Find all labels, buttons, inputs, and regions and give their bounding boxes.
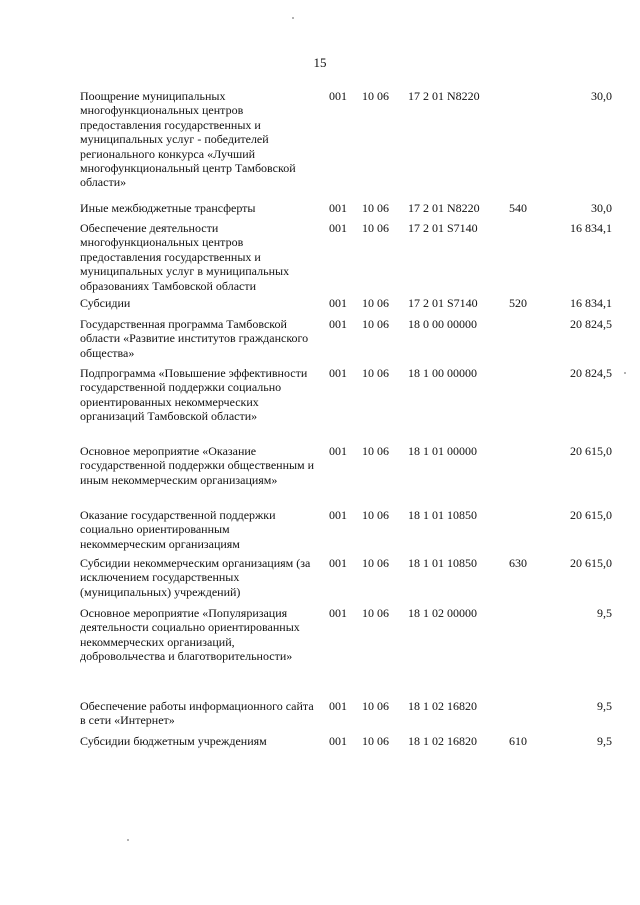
scan-speck xyxy=(624,372,626,374)
row-expense-type: 520 xyxy=(509,296,527,310)
row-ved-code: 001 xyxy=(329,89,347,103)
row-section-code: 10 06 xyxy=(362,556,389,570)
scan-speck xyxy=(127,839,129,841)
row-section-code: 10 06 xyxy=(362,606,389,620)
row-name: Основное мероприятие «Популяризация деятельности социально ориентированных некоммерческих организаций, добровольчества и благотворительности» xyxy=(80,606,300,664)
row-amount: 30,0 xyxy=(591,89,612,103)
row-section-code: 10 06 xyxy=(362,201,389,215)
row-section-code: 10 06 xyxy=(362,699,389,713)
row-section-code: 10 06 xyxy=(362,221,389,235)
row-ved-code: 001 xyxy=(329,606,347,620)
row-ved-code: 001 xyxy=(329,221,347,235)
row-target-article: 17 2 01 S7140 xyxy=(408,296,478,310)
row-name: Поощрение муниципальных многофункциональных центров предоставления государственных и муниципальных услуг - победителей регионального конкурса «Лучший многофункциональный центр Тамбовской области» xyxy=(80,89,296,190)
row-amount: 9,5 xyxy=(597,606,612,620)
row-section-code: 10 06 xyxy=(362,508,389,522)
row-ved-code: 001 xyxy=(329,366,347,380)
row-target-article: 18 1 02 16820 xyxy=(408,699,477,713)
row-target-article: 18 0 00 00000 xyxy=(408,317,477,331)
row-expense-type: 610 xyxy=(509,734,527,748)
row-ved-code: 001 xyxy=(329,317,347,331)
row-amount: 20 615,0 xyxy=(570,508,612,522)
row-target-article: 17 2 01 N8220 xyxy=(408,89,480,103)
row-name: Обеспечение работы информационного сайта в сети «Интернет» xyxy=(80,699,314,728)
row-name: Оказание государственной поддержки социально ориентированным некоммерческим организациям xyxy=(80,508,276,551)
row-name: Обеспечение деятельности многофункциональных центров предоставления государственных и муниципальных услуг в муниципальных образованиях Тамбовской области xyxy=(80,221,290,293)
row-amount: 16 834,1 xyxy=(570,221,612,235)
row-target-article: 17 2 01 N8220 xyxy=(408,201,480,215)
row-ved-code: 001 xyxy=(329,444,347,458)
row-target-article: 18 1 02 16820 xyxy=(408,734,477,748)
row-amount: 9,5 xyxy=(597,699,612,713)
row-section-code: 10 06 xyxy=(362,734,389,748)
row-name: Подпрограмма «Повышение эффективности государственной поддержки социально ориентированных некоммерческих организаций Тамбовской области» xyxy=(80,366,308,424)
page-number: 15 xyxy=(313,55,327,70)
row-target-article: 18 1 01 10850 xyxy=(408,556,477,570)
row-section-code: 10 06 xyxy=(362,296,389,310)
row-target-article: 18 1 02 00000 xyxy=(408,606,477,620)
row-amount: 20 615,0 xyxy=(570,444,612,458)
row-amount: 9,5 xyxy=(597,734,612,748)
row-ved-code: 001 xyxy=(329,508,347,522)
row-section-code: 10 06 xyxy=(362,444,389,458)
row-amount: 20 824,5 xyxy=(570,317,612,331)
row-name: Субсидии некоммерческим организациям (за исключением государственных (муниципальных) учреждений) xyxy=(80,556,311,599)
row-section-code: 10 06 xyxy=(362,317,389,331)
row-section-code: 10 06 xyxy=(362,366,389,380)
row-target-article: 18 1 00 00000 xyxy=(408,366,477,380)
row-section-code: 10 06 xyxy=(362,89,389,103)
row-target-article: 18 1 01 00000 xyxy=(408,444,477,458)
row-target-article: 18 1 01 10850 xyxy=(408,508,477,522)
row-name: Государственная программа Тамбовской области «Развитие институтов гражданского общества» xyxy=(80,317,309,360)
row-target-article: 17 2 01 S7140 xyxy=(408,221,478,235)
row-name: Иные межбюджетные трансферты xyxy=(80,201,256,215)
row-ved-code: 001 xyxy=(329,734,347,748)
row-name: Основное мероприятие «Оказание государственной поддержки общественным и иным некоммерческим организациям» xyxy=(80,444,315,487)
row-amount: 20 824,5 xyxy=(570,366,612,380)
row-ved-code: 001 xyxy=(329,296,347,310)
row-expense-type: 540 xyxy=(509,201,527,215)
row-amount: 20 615,0 xyxy=(570,556,612,570)
row-ved-code: 001 xyxy=(329,699,347,713)
row-ved-code: 001 xyxy=(329,556,347,570)
row-name: Субсидии бюджетным учреждениям xyxy=(80,734,267,748)
scan-speck xyxy=(292,17,294,19)
row-name: Субсидии xyxy=(80,296,131,310)
row-amount: 16 834,1 xyxy=(570,296,612,310)
row-ved-code: 001 xyxy=(329,201,347,215)
row-amount: 30,0 xyxy=(591,201,612,215)
row-expense-type: 630 xyxy=(509,556,527,570)
budget-table xyxy=(80,89,612,748)
